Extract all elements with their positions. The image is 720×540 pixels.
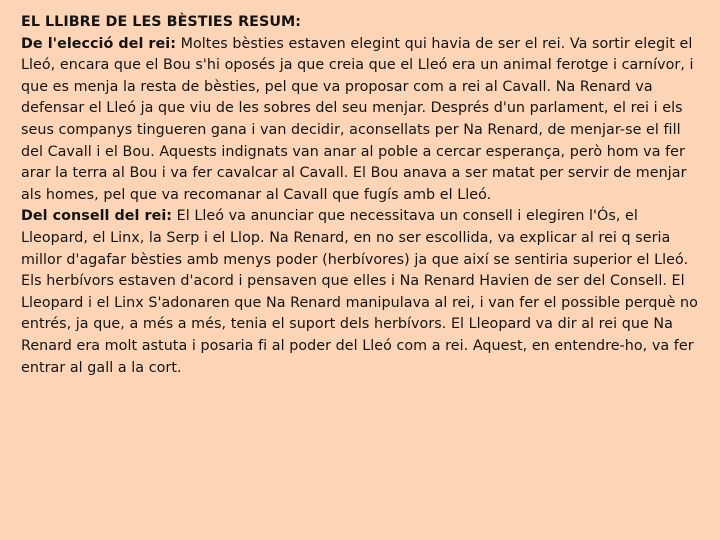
section-heading: Del consell del rei: [21,208,173,225]
summary-slide [21,12,703,379]
section-heading: De l'elecció del rei: [21,35,176,52]
section-text: Moltes bèsties estaven elegint qui havia de ser el rei. Va sortir elegit el Lleó, encara que el Bou s'hi oposés ja que creia que el Lleó era un animal ferotge i carnívor, i que es menja la resta de bèsties, pel que va proposar com a rei al Cavall. Na Renard va defensar el Lleó ja que viu de les sobres del seu menjar. Després d'un parlament, el rei i els seus companys tingueren gana i van decidir, aconsellats per Na Renard, de menjar-se el fill del Cavall i el Bou. Aquests indignats van anar al poble a cercar esperança, però hom va fer arar la terra al Bou i va fer cavalcar al Cavall. El Bou anava a ser matat per servir de menjar als homes, pel que va recomanar al Cavall que fugís amb el Lleó. [21,35,694,203]
section-text: El Lleó va anunciar que necessitava un consell i elegiren l'Ós, el Lleopard, el Linx, la Serp i el Llop. Na Renard, en no ser escollida, va explicar al rei q seria millor d'agafar bèsties amb menys poder (herbívores) ja que així se sentiria superior el Lleó. Els herbívors estaven d'acord i pensaven que elles i Na Renard Havien de ser del Consell. El Lleopard i el Linx S'adonaren que Na Renard manipulava al rei, i van fer el possible perquè no entrés, ja que, a més a més, tenia el suport dels herbívors. El Lleopard va dir al rei que Na Renard era molt astuta i posaria fi al poder del Lleó com a rei. Aquest, en entendre-ho, va fer entrar al gall a la cort. [21,208,698,376]
document-title: EL LLIBRE DE LES BÈSTIES RESUM: [21,14,302,30]
section-king-council [21,206,703,379]
section-election-of-king [21,34,703,207]
